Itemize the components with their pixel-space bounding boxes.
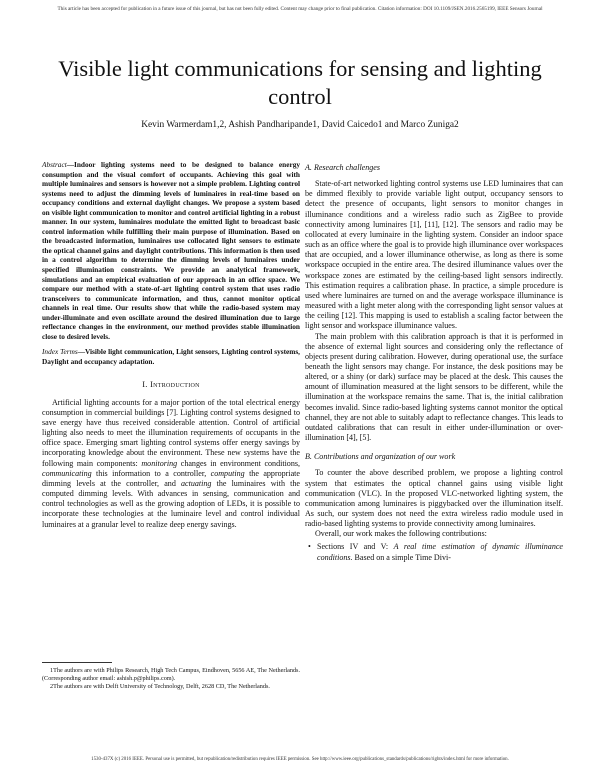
- introduction-paragraph: [42, 398, 300, 530]
- intro-emph-computing: computing: [210, 468, 245, 478]
- intro-emph-actuating: actuating: [181, 478, 212, 488]
- abstract-lead: Abstract: [42, 160, 67, 169]
- author-list: Kevin Warmerdam1,2, Ashish Pandharipande1, David Caicedo1 and Marco Zuniga2: [141, 120, 459, 130]
- intro-emph-monitoring: monitoring: [141, 458, 178, 468]
- intro-emph-communicating: communicating: [42, 468, 92, 478]
- subsection-heading-contributions: B. Contributions and organization of our work: [305, 452, 456, 462]
- left-column: [42, 160, 300, 530]
- intro-text: this information to a controller,: [91, 468, 211, 478]
- research-challenges-paragraph-2: The main problem with this calibration approach is that it is performed in the absence of external light sources and considering only the reflectance of objects present during calibration. However, during operational use, the surface beneath the light sensors may change. For instance, the desk positions may be altered, or a shiny (or dark) surface may be placed at the desk. This causes the amount of illumination measured at the light sensors to be different, while the illumination at the workspace remains the same. That is, the initial calibration becomes invalid. Since radio-based lighting systems cannot monitor the optical channel, they are not able to suitably adapt to reflectance changes. This leads to outdated calibrations that can result in either under-illumination or over-illumination [4], [5].: [305, 331, 563, 443]
- list-item: [317, 542, 563, 562]
- index-terms-text: —Visible light communication, Light sensors, Lighting control systems, Daylight and occupancy adaptation.: [42, 347, 300, 366]
- subsection-heading-research-challenges: A. Research challenges: [305, 163, 381, 172]
- index-terms-lead: Index Terms: [42, 347, 78, 357]
- footnote-1: 1The authors are with Philips Research, High Tech Campus, Eindhoven, 5656 AE, The Netherlands. (Corresponding author email: ashish.p@philips.com).: [42, 667, 300, 682]
- right-column: [305, 160, 563, 563]
- contributions-paragraph-1: To counter the above described problem, we propose a lighting control system that estimates the optical channel gains using visible light communication (VLC). In the proposed VLC-networked lighting system, the communication among luminaires is piggybacked over the illumination itself. As such, our system does not need the extra wireless radio module used in radio-based lighting systems to provide connectivity among luminaires.: [305, 468, 563, 529]
- intro-text: the luminaires with the computed dimming levels. With advances in sensing, communication and control technologies as well as the growing adoption of LEDs, it is possible to incorporate these technologies at the luminaire level and control individual luminaires at a granular level to realize deep energy savings.: [42, 478, 300, 529]
- intro-text: the appropriate dimming levels at the controller, and: [42, 468, 300, 488]
- contributions-list: [305, 542, 563, 562]
- footnote-rule: [42, 662, 112, 663]
- list-item-text: Based on a simple Time Divi-: [352, 552, 451, 562]
- research-challenges-paragraph-1: State-of-art networked lighting control systems use LED luminaires that can be dimmed flexibly to provide variable light output, occupancy sensors to detect the presence of occupants, light sensors to monitor changes in illuminance conditions and a wireless radio such as ZigBee to provide connectivity among luminaires [1], [11], [12]. The sensors and radio may be collocated at every luminaire in the lighting system. Consider an indoor space such as an office where the goal is to provide high illuminance over workspaces that are occupied, and a lower illuminance otherwise, as long as there is some workspace occupied in the entire area. The desired illuminance values over the workspace zones are estimated by the ceiling-based light sensors indirectly. This estimation requires a calibration phase. In practice, a simple procedure is used where luminaires are turned on and the average workspace illuminance is measured with a light meter along with the corresponding light sensor values at the ceiling [12]. This mapping is used to establish a scaling factor between the light sensor and workspace illuminance values.: [305, 179, 563, 331]
- abstract: [42, 160, 300, 341]
- intro-text: Artificial lighting accounts for a major portion of the total electrical energy consumption in commercial buildings [7]. Lighting control systems designed to save energy have thus received considerable attention. Control of artificial lighting also needs to meet the illumination requirements of occupants in the office space. Emerging smart lighting control systems offer energy savings by incorporating knowledge about the environment. These new systems have the following main components:: [42, 397, 300, 468]
- contributions-paragraph-2: Overall, our work makes the following contributions:: [315, 529, 487, 539]
- journal-header-note: This article has been accepted for publication in a future issue of this journal, but has not been fully edited. Content may change prior to final publication. Citation information: DOI 10.1109/JSEN.2016.2565199, IEEE Sensors Journal: [57, 6, 543, 12]
- list-item-emph: A real time estimation of dynamic illuminance conditions.: [317, 542, 563, 562]
- index-terms: [42, 347, 300, 366]
- footnotes: [42, 660, 300, 691]
- footnote-2: 2The authors are with Delft University of Technology, Delft, 2628 CD, The Netherlands.: [50, 682, 270, 690]
- intro-text: changes in environment conditions,: [177, 458, 300, 468]
- copyright-footer-note: 1530-437X (c) 2016 IEEE. Personal use is permitted, but republication/redistribution requires IEEE permission. See http://www.ieee.org/publications_standards/publications/rights/index.html for more information.: [91, 757, 509, 762]
- paper-title: Visible light communications for sensing and lighting control: [58, 56, 542, 109]
- section-heading-introduction: I. Introduction: [142, 380, 200, 390]
- abstract-text: —Indoor lighting systems need to be designed to balance energy consumption and the visual comfort of occupants. Achieving this goal with multiple luminaires and sensors is however not a simple problem. Lighting control systems need to adjust the dimming levels of luminaires in real-time based on occupancy conditions and external daylight changes. We propose a system based on visible light communication to monitor and control artificial lighting in a robust manner. In our system, luminaires modulate the emitted light to broadcast basic control information while fulfilling their main purpose of illumination. Based on the broadcasted information, luminaires use collocated light sensors to estimate the optical channel gains and daylight contributions. This information is then used in a control algorithm to determine the dimming levels of luminaires under specified illumination constraints. We provide an analytical framework, simulations and an empirical evaluation of our approach in an office space. We compare our method with a state-of-art lighting control system that uses radio transceivers to communicate information, and thus, cannot monitor optical channels in real time. Our results show that while the radio-based system may under-illuminate and even oscillate around the desired illumination due to large reflectance changes in the environment, our method provides stable illumination close to desired levels.: [42, 160, 300, 341]
- list-item-lead: Sections IV and V:: [317, 542, 394, 552]
